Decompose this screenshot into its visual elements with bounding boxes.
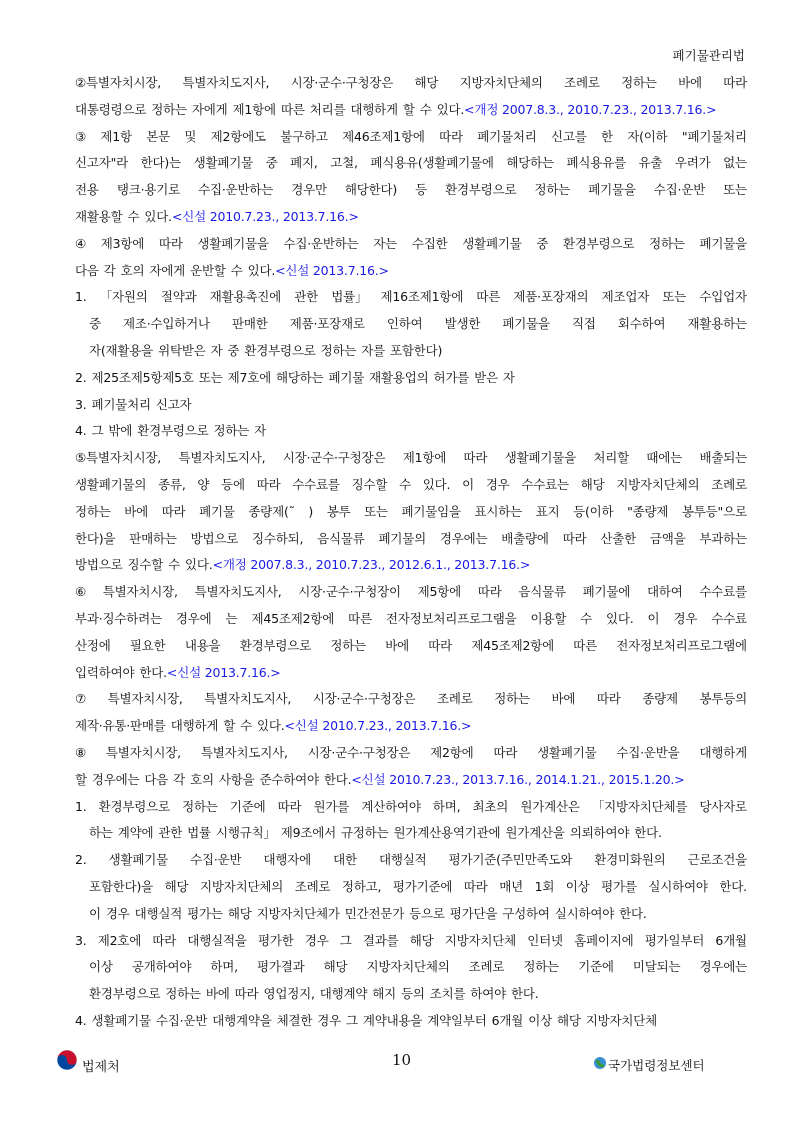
law-paragraph [75,124,747,231]
amendment-note: <신설 2010.7.23., 2013.7.16.> [284,718,472,734]
law-item [75,365,747,392]
law-info-center-label: 국가법령정보센터 [608,1058,705,1073]
law-paragraph [75,231,747,285]
text-line: 신고자"라 한다)는 생활폐기물 중 폐지, 고철, 폐식용유(생활폐기물에 해당하는 폐식용유를 유출 우려가 없는 [75,155,747,171]
text-line: 생활폐기물의 종류, 양 등에 따라 수수료를 징수할 수 있다. 이 경우 수수료는 해당 지방자치단체의 조례로 [75,476,747,492]
amendment-note: <신설 2013.7.16.> [275,262,389,278]
law-item [75,418,747,445]
text-line: ⑥ 특별자치시장, 특별자치도지사, 시장·군수·구청장이 제5항에 따라 음식물류 폐기물에 대하여 수수료를 [75,584,747,600]
text-line: 2. 제25조제5항제5호 또는 제7호에 해당하는 폐기물 재활용업의 허가를 받은 자 [75,369,515,385]
law-item [75,928,747,1008]
text-line: 3. 폐기물처리 신고자 [75,396,192,412]
amendment-note: <개정 2007.8.3., 2010.7.23., 2013.7.16.> [464,101,717,117]
text-line: 환경부령으로 정하는 바에 따라 영업정지, 대행계약 해지 등의 조치를 하여야 한다. [89,986,539,1002]
law-paragraph [75,579,747,686]
text-line: 산정에 필요한 내용을 환경부령으로 정하는 바에 따라 제45조제2항에 따른 전자정보처리프로그램에 [75,637,747,653]
text-line: 이 경우 대행실적 평가는 해당 지방자치단체가 민간전문가 등으로 평가단을 구성하여 실시하여야 한다. [89,905,647,921]
law-paragraph [75,70,747,124]
text-line: 할 경우에는 다음 각 호의 사항을 준수하여야 한다.<신설 2010.7.23., 2013.7.16., 2014.1.21., 2015.1.20.> [75,771,685,787]
law-paragraph [75,740,747,794]
text-line: 1. 「자원의 절약과 재활용촉진에 관한 법률」 제16조제1항에 따른 제품·포장재의 제조업자 또는 수입업자 [75,289,747,305]
text-line: 제작·유통·판매를 대행하게 할 수 있다.<신설 2010.7.23., 2013.7.16.> [75,718,472,734]
taeguk-logo-icon [56,1049,78,1075]
moleg-label: 법제처 [82,1060,120,1075]
text-line: 3. 제2호에 따라 대행실적을 평가한 경우 그 결과를 해당 지방자치단체 인터넷 홈페이지에 평가일부터 6개월 [75,932,747,948]
globe-logo-icon [593,1055,607,1074]
text-line: ④ 제3항에 따라 생활폐기물을 수집·운반하는 자는 수집한 생활폐기물 중 환경부령으로 정하는 폐기물을 [75,235,747,251]
law-paragraph [75,445,747,579]
text-line: 부과·징수하려는 경우에 는 제45조제2항에 따른 전자정보처리프로그램을 이용할 수 있다. 이 경우 수수료 [75,610,747,626]
text-line: 1. 환경부령으로 정하는 기준에 따라 원가를 계산하여야 하며, 최초의 원가계산은 「지방자치단체를 당사자로 [75,798,747,814]
amendment-note: <신설 2010.7.23., 2013.7.16., 2014.1.21., 2015.1.20.> [351,771,685,787]
text-line: 한다)을 판매하는 방법으로 징수하되, 음식물류 폐기물의 경우에는 배출량에 따라 산출한 금액을 부과하는 [75,530,747,546]
text-line: 자(재활용을 위탁받은 자 중 환경부령으로 정하는 자를 포함한다) [89,342,443,358]
text-line: 입력하여야 한다.<신설 2013.7.16.> [75,664,281,680]
text-line: 하는 계약에 관한 법률 시행규칙」 제9조에서 규정하는 원가계산용역기관에 원가계산을 의뢰하여야 한다. [89,825,662,841]
text-line: 중 제조·수입하거나 판매한 제품·포장재로 인하여 발생한 폐기물을 직접 회수하여 재활용하는 [89,316,747,332]
page-footer [0,1049,793,1079]
amendment-note: <신설 2013.7.16.> [166,664,281,680]
text-line: ⑤특별자치시장, 특별자치도지사, 시장·군수·구청장은 제1항에 따라 생활폐기물을 처리할 때에는 배출되는 [75,450,747,466]
text-line: 정하는 바에 따라 폐기물 종량제(˜ ) 봉투 또는 폐기물임을 표시하는 표지 등(이하 "종량제 봉투등"으로 [75,503,747,519]
law-body-text [75,70,747,1035]
text-line: ②특별자치시장, 특별자치도지사, 시장·군수·구청장은 해당 지방자치단체의 조례로 정하는 바에 따라 [75,75,747,90]
text-line: ⑧ 특별자치시장, 특별자치도지사, 시장·군수·구청장은 제2항에 따라 생활폐기물 수집·운반을 대행하게 [75,744,747,760]
text-line: 2. 생활폐기물 수집·운반 대행자에 대한 대행실적 평가기준(주민만족도와 환경미화원의 근로조건을 [75,852,747,868]
text-line: 다음 각 호의 자에게 운반할 수 있다.<신설 2013.7.16.> [75,262,389,278]
law-title-header: 폐기물관리법 [672,48,745,63]
text-line: 방법으로 징수할 수 있다.<개정 2007.8.3., 2010.7.23., 2012.6.1., 2013.7.16.> [75,557,531,573]
law-item [75,1008,747,1035]
text-line: 재활용할 수 있다.<신설 2010.7.23., 2013.7.16.> [75,208,359,224]
text-line: ⑦ 특별자치시장, 특별자치도지사, 시장·군수·구청장은 조례로 정하는 바에 따라 종량제 봉투등의 [75,691,747,707]
page-number: 10 [392,1051,412,1069]
text-line: 대통령령으로 정하는 자에게 제1항에 따른 처리를 대행하게 할 수 있다.<개정 2007.8.3., 2010.7.23., 2013.7.16.> [75,101,717,117]
text-line: 전용 탱크·용기로 수집·운반하는 경우만 해당한다) 등 환경부령으로 정하는 폐기물을 수집·운반 또는 [75,182,747,198]
text-line: 이상 공개하여야 하며, 평가결과 해당 지방자치단체의 조례로 정하는 기준에 미달되는 경우에는 [89,959,747,975]
text-line: ③ 제1항 본문 및 제2항에도 불구하고 제46조제1항에 따라 폐기물처리 신고를 한 자(이하 "폐기물처리 [75,128,747,144]
text-line: 4. 그 밖에 환경부령으로 정하는 자 [75,423,266,439]
amendment-note: <개정 2007.8.3., 2010.7.23., 2012.6.1., 2013.7.16.> [212,557,531,573]
law-item [75,794,747,848]
law-item [75,284,747,364]
law-paragraph [75,686,747,740]
text-line: 4. 생활폐기물 수집·운반 대행계약을 체결한 경우 그 계약내용을 계약일부터 6개월 이상 해당 지방자치단체 [75,1012,657,1028]
amendment-note: <신설 2010.7.23., 2013.7.16.> [171,208,359,224]
law-item [75,847,747,927]
law-item [75,392,747,419]
text-line: 포함한다)을 해당 지방자치단체의 조례로 정하고, 평가기준에 따라 매년 1회 이상 평가를 실시하여야 한다. [89,878,747,894]
